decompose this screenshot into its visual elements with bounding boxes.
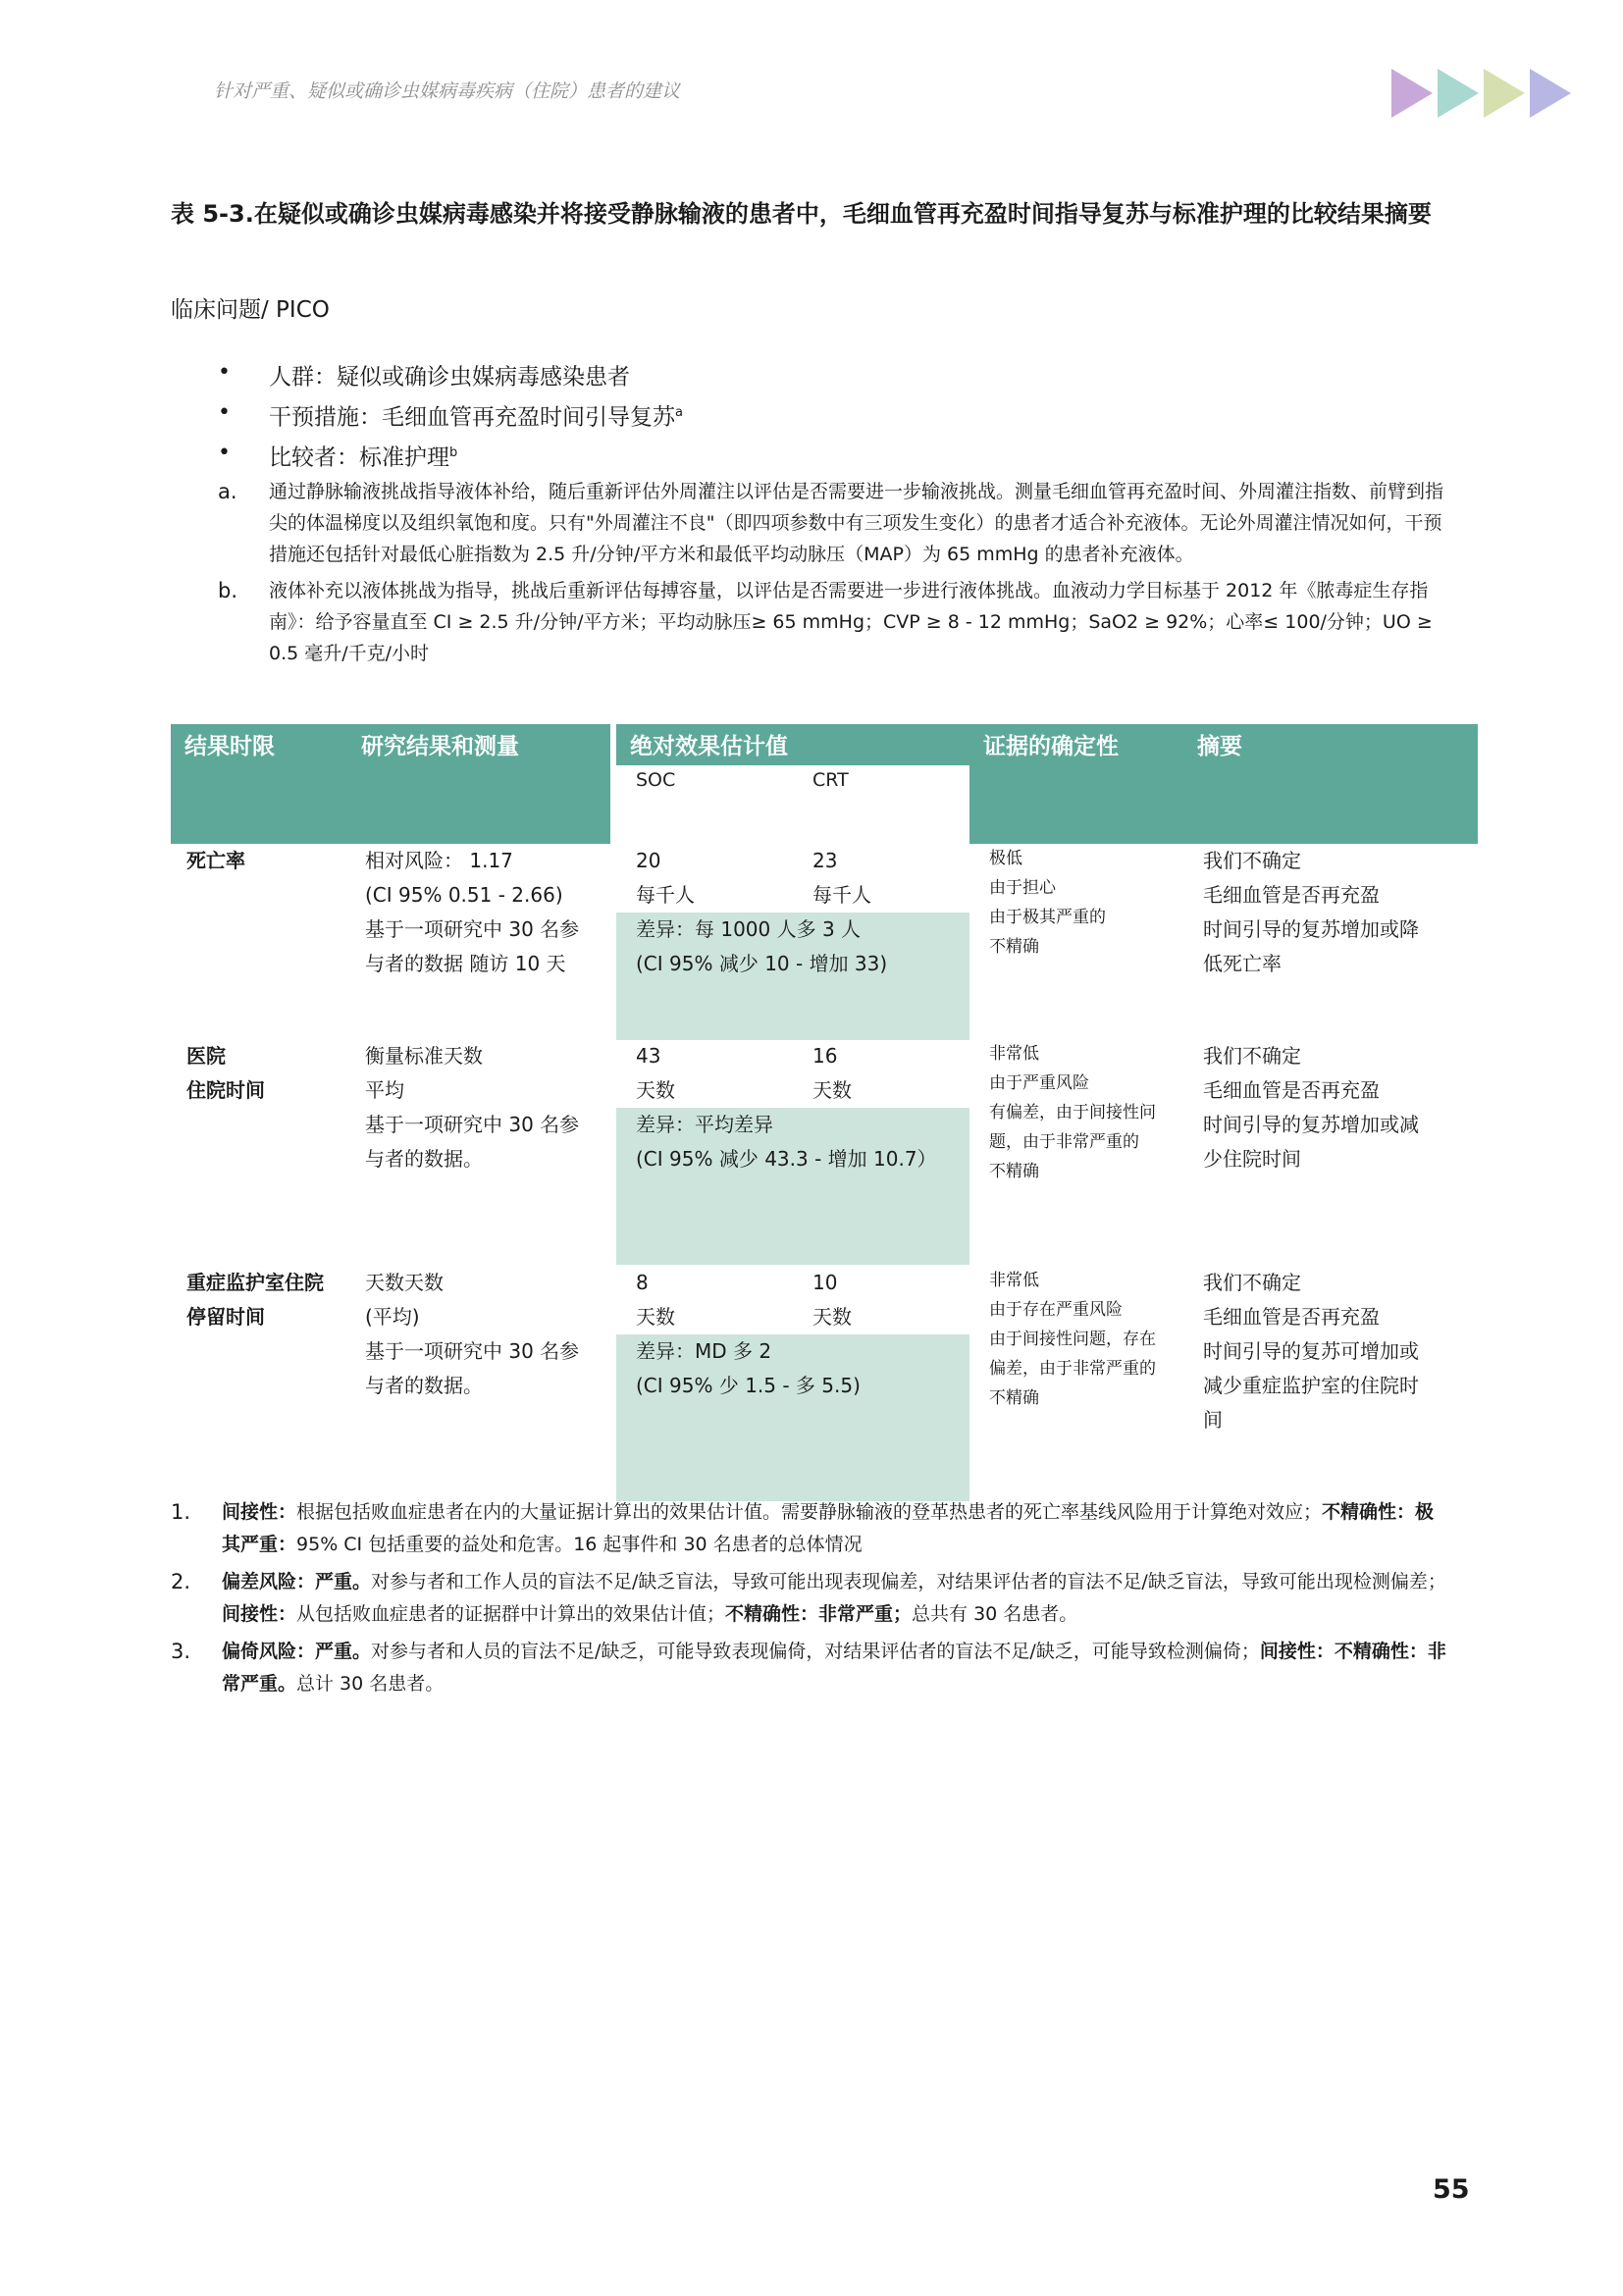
summary-cell-line: 毛细血管是否再充盈: [1203, 883, 1380, 907]
outcome-cell-line: 重症监护室住院: [186, 1271, 324, 1294]
footnote-text: 对参与者和人员的盲法不足/缺乏，可能导致表现偏倚，对结果评估者的盲法不足/缺乏，可能导致检测偏倚；: [371, 1641, 1260, 1662]
header-crt: CRT: [812, 769, 849, 791]
difference-cell-line: 差异：平均差异: [636, 1113, 773, 1136]
summary-cell: [1203, 1039, 1478, 1176]
footnote-number: 2.: [171, 1570, 191, 1593]
outcome-cell: [186, 844, 353, 878]
results-cell: [365, 1266, 610, 1403]
bullet-icon: •: [218, 400, 231, 425]
footnote-text: 根据包括败血症患者在内的大量证据计算出的效果估计值。需要静脉输液的登革热患者的死亡率基线风险用于计算绝对效应；: [296, 1501, 1323, 1523]
crt-cell-line: 10: [812, 1271, 838, 1294]
pico-item-intervention: • 干预措施：毛细血管再充盈时间引导复苏$^a$: [218, 395, 683, 436]
footnote-text: 总共有 30 名患者。: [912, 1603, 1078, 1625]
soc-cell-line: 天数: [636, 1305, 675, 1329]
certainty-cell-line: 由于极其严重的: [989, 908, 1106, 927]
summary-cell-line: 我们不确定: [1203, 849, 1301, 872]
crt-cell-line: 天数: [812, 1305, 852, 1329]
crt-cell: [812, 844, 969, 913]
certainty-cell-line: 由于严重风险: [989, 1073, 1089, 1093]
footnote-text: 偏差风险：严重。: [222, 1571, 372, 1592]
pico-item-population: • 人群：疑似或确诊虫媒病毒感染患者: [218, 355, 683, 395]
outcome-cell: [186, 1039, 353, 1108]
results-cell-line: (CI 95% 0.51 - 2.66): [365, 883, 563, 907]
summary-cell-line: 毛细血管是否再充盈: [1203, 1078, 1380, 1102]
footnote-number: 3.: [171, 1640, 191, 1663]
summary-cell-line: 我们不确定: [1203, 1271, 1301, 1294]
summary-cell-line: 时间引导的复苏增加或减: [1203, 1113, 1419, 1136]
difference-cell-line: (CI 95% 少 1.5 - 多 5.5): [636, 1374, 861, 1397]
footnote-text: 偏倚风险：严重。: [222, 1641, 372, 1662]
results-cell-line: 相对风险： 1.17: [365, 849, 513, 872]
results-cell: [365, 1039, 610, 1176]
summary-cell: [1203, 844, 1478, 981]
soc-cell-line: 20: [636, 849, 661, 872]
summary-cell-line: 少住院时间: [1203, 1147, 1301, 1171]
certainty-cell-line: 不精确: [989, 1162, 1039, 1181]
outcome-cell-line: 医院: [186, 1044, 226, 1068]
soc-cell-line: 每千人: [636, 883, 695, 907]
arrow-icon-2: [1438, 69, 1479, 118]
summary-table: [171, 724, 1478, 1432]
header-certainty: 证据的确定性: [969, 724, 1183, 844]
crt-cell-line: 16: [812, 1044, 838, 1068]
pico-notes: [218, 476, 1454, 674]
certainty-cell-line: 非常低: [989, 1271, 1039, 1290]
certainty-cell-line: 极低: [989, 849, 1022, 868]
crt-cell-line: 23: [812, 849, 838, 872]
page-number: 55: [1433, 2174, 1470, 2205]
outcome-cell: [186, 1266, 353, 1334]
header-results: 研究结果和测量: [347, 724, 610, 844]
certainty-cell-line: 有偏差，由于间接性问: [989, 1103, 1156, 1122]
bullet-icon: •: [218, 360, 231, 385]
soc-cell-line: 8: [636, 1271, 649, 1294]
certainty-cell-line: 由于间接性问题，存在: [989, 1330, 1156, 1349]
header-soc: SOC: [636, 769, 676, 791]
difference-cell-line: (CI 95% 减少 10 - 增加 33): [636, 952, 888, 975]
difference-cell-line: 差异：每 1000 人多 3 人: [636, 917, 862, 941]
summary-cell: [1203, 1266, 1478, 1437]
certainty-cell: [989, 844, 1185, 962]
certainty-cell: [989, 1039, 1185, 1186]
footnote-text: 间接性：: [222, 1603, 297, 1625]
results-cell-line: 基于一项研究中 30 名参: [365, 1339, 580, 1363]
footnote-2: [171, 1566, 1446, 1631]
soc-cell: [636, 844, 803, 913]
footnote-number: 1.: [171, 1500, 191, 1524]
footnote-3: [171, 1636, 1446, 1700]
running-header-title: 针对严重、疑似或确诊虫媒病毒疾病（住院）患者的建议: [214, 80, 681, 102]
footnote-text: 从包括败血症患者的证据群中计算出的效果估计值；: [296, 1603, 726, 1625]
footnote-text: 间接性：: [222, 1501, 297, 1523]
pico-item-comparator: • 比较者：标准护理$^b$: [218, 436, 683, 476]
results-cell-line: 衡量标准天数: [365, 1044, 483, 1068]
outcome-cell-line: 死亡率: [186, 849, 245, 872]
difference-cell-line: (CI 95% 减少 43.3 - 增加 10.7）: [636, 1147, 937, 1171]
results-cell: [365, 844, 610, 981]
certainty-cell-line: 由于存在严重风险: [989, 1300, 1123, 1320]
results-cell-line: 基于一项研究中 30 名参: [365, 1113, 580, 1136]
difference-cell: [636, 1334, 969, 1403]
pico-label: 临床问题/ PICO: [171, 297, 330, 323]
note-a: a. 通过静脉输液挑战指导液体补给，随后重新评估外周灌注以评估是否需要进一步输液挑战。测量毛细血管再充盈时间、外周灌注指数、前臂到指尖的体温梯度以及组织氧饱和度。只有"外周灌注不良"（即四项参数中有三项发生变化）的患者才适合补充液体。无论外周灌注情况如何，干预措施还包括针对最低心脏指数为 2.5 升/分钟/平方米和最低平均动脉压（MAP）为 65 mmHg 的患者补充液体。: [218, 480, 1444, 565]
certainty-cell-line: 由于担心: [989, 878, 1056, 898]
certainty-cell-line: 非常低: [989, 1044, 1039, 1064]
table-title: 表 5-3.在疑似或确诊虫媒病毒感染并将接受静脉输液的患者中，毛细血管再充盈时间指导复苏与标准护理的比较结果摘要: [171, 200, 1432, 228]
summary-cell-line: 毛细血管是否再充盈: [1203, 1305, 1380, 1329]
summary-cell-line: 间: [1203, 1408, 1223, 1432]
bullet-icon: •: [218, 441, 231, 465]
footnotes: [171, 1496, 1446, 1705]
results-cell-line: 基于一项研究中 30 名参: [365, 917, 580, 941]
summary-cell-line: 我们不确定: [1203, 1044, 1301, 1068]
results-cell-line: 与者的数据。: [365, 1374, 483, 1397]
certainty-cell-line: 题，由于非常严重的: [989, 1132, 1139, 1152]
crt-cell-line: 每千人: [812, 883, 871, 907]
outcome-cell-line: 停留时间: [186, 1305, 265, 1329]
header-outcome: 结果时限: [171, 724, 353, 844]
arrow-icon-3: [1484, 69, 1525, 118]
table-row: [171, 844, 1478, 1040]
soc-cell-line: 43: [636, 1044, 661, 1068]
difference-cell-line: 差异：MD 多 2: [636, 1339, 772, 1363]
arrow-icon-4: [1530, 69, 1571, 118]
soc-cell: [636, 1266, 803, 1334]
crt-cell-line: 天数: [812, 1078, 852, 1102]
note-b: b. 液体补充以液体挑战为指导，挑战后重新评估每搏容量，以评估是否需要进一步进行液体挑战。血液动力学目标基于 2012 年《脓毒症生存指南》：给予容量直至 CI ≥ 2.5 升/分钟/平方米；平均动脉压≥ 65 mmHg；CVP ≥ 8 - 12 mmHg；SaO2 ≥ 92%；心率≤ 100/分钟；UO ≥ 0.5 毫升/千克/小时: [218, 579, 1433, 664]
certainty-cell-line: 不精确: [989, 937, 1039, 957]
summary-cell-line: 时间引导的复苏可增加或: [1203, 1339, 1419, 1363]
results-cell-line: 与者的数据 随访 10 天: [365, 952, 566, 975]
header-summary: 摘要: [1183, 724, 1478, 844]
header-absolute: 绝对效果估计值: [616, 724, 969, 844]
certainty-cell: [989, 1266, 1185, 1413]
footnote-text: 不精确性：非常严重；: [725, 1603, 913, 1625]
soc-cell: [636, 1039, 803, 1108]
table-row: [171, 1039, 1478, 1265]
results-cell-line: 天数天数: [365, 1271, 444, 1294]
arrow-icon-1: [1391, 69, 1433, 118]
footnote-1: [171, 1496, 1446, 1561]
difference-cell: [636, 1108, 969, 1176]
table-row: [171, 1266, 1478, 1501]
footnote-text: 间接性：不精确性：非常严重。: [222, 1641, 1446, 1695]
soc-cell-line: 天数: [636, 1078, 675, 1102]
results-cell-line: 平均: [365, 1078, 404, 1102]
crt-cell: [812, 1039, 969, 1108]
footnote-text: 总计 30 名患者。: [296, 1673, 445, 1695]
footnote-text: 对参与者和工作人员的盲法不足/缺乏盲法，导致可能出现表现偏差，对结果评估者的盲法不足/缺乏盲法，导致可能出现检测偏差；: [371, 1571, 1446, 1592]
crt-cell: [812, 1266, 969, 1334]
difference-cell: [636, 913, 969, 981]
summary-cell-line: 减少重症监护室的住院时: [1203, 1374, 1419, 1397]
certainty-cell-line: 偏差，由于非常严重的: [989, 1359, 1156, 1379]
results-cell-line: (平均): [365, 1305, 420, 1329]
outcome-cell-line: 住院时间: [186, 1078, 265, 1102]
certainty-cell-line: 不精确: [989, 1388, 1039, 1408]
results-cell-line: 与者的数据。: [365, 1147, 483, 1171]
summary-cell-line: 时间引导的复苏增加或降: [1203, 917, 1419, 941]
table-header: [171, 724, 1478, 844]
summary-cell-line: 低死亡率: [1203, 952, 1282, 975]
decorative-arrow-icons: [1391, 69, 1578, 118]
pico-list: [218, 355, 683, 476]
footnote-text: 不精确性：极其严重：: [222, 1501, 1435, 1555]
footnote-text: 95% CI 包括重要的益处和危害。16 起事件和 30 名患者的总体情况: [296, 1534, 863, 1555]
